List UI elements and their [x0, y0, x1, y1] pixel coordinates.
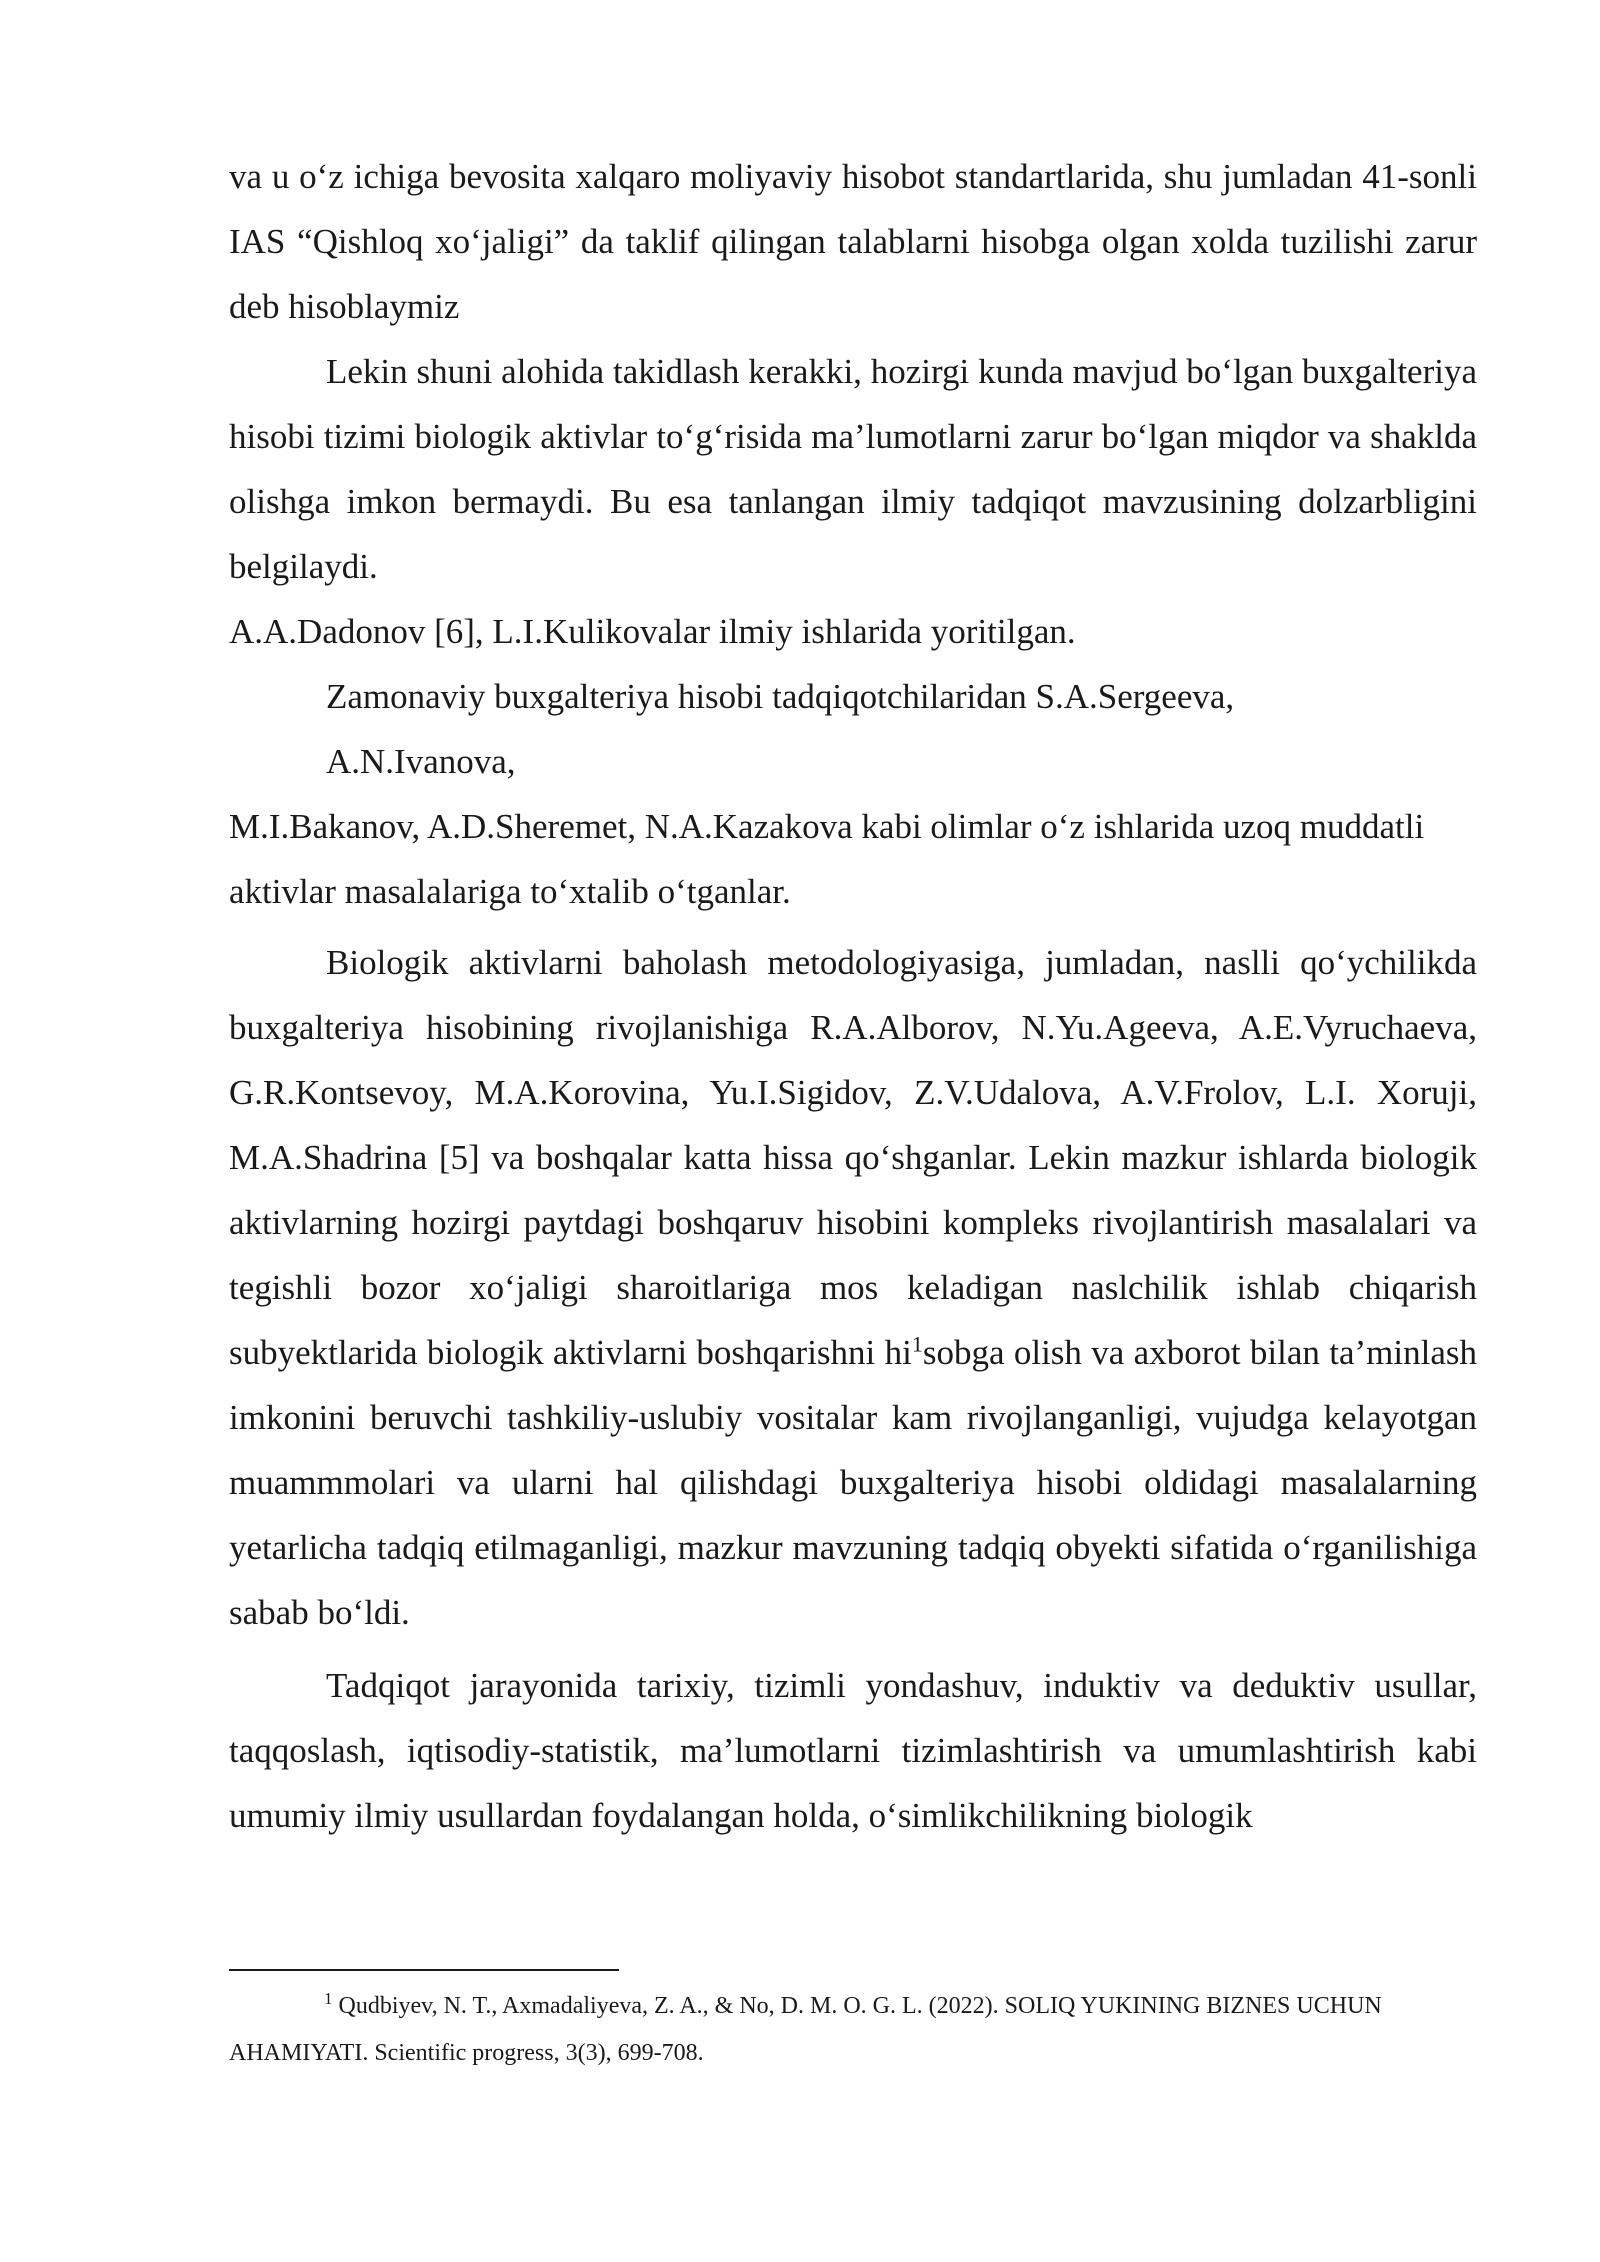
paragraph-methodology [229, 930, 1477, 1645]
footnote-marker: 1 [324, 1989, 333, 2008]
footnote-text: Qudbiyev, N. T., Axmadaliyeva, Z. A., & No, D. M. O. G. L. (2022). SOLIQ YUKINING BIZNES UCHUN AHAMIYATI. Scientific progress, 3(3), 699-708. [229, 1993, 1382, 2066]
paragraph-research-methods: Tadqiqot jarayonida tarixiy, tizimli yondashuv, induktiv va deduktiv usullar, taqqoslash, iqtisodiy-statistik, ma’lumotlarni tizimlashtirish va umumlashtirish kabi umumiy ilmiy usullardan foydalangan holda, o‘simlikchilikning biologik [229, 1666, 1477, 1835]
footnote-reference[interactable]: 1 [911, 1331, 923, 1357]
paragraph-long-term-assets: M.I.Bakanov, A.D.Sheremet, N.A.Kazakova kabi olimlar o‘z ishlarida uzoq muddatli aktivlar masalalariga to‘xtalib o‘tganlar. [229, 807, 1425, 911]
paragraph-modern-researchers: Zamonaviy buxgalteriya hisobi tadqiqotchilaridan S.A.Sergeeva, [326, 677, 1235, 716]
paragraph-intro-continuation: va u o‘z ichiga bevosita xalqaro moliyaviy hisobot standartlarida, shu jumladan 41-sonli IAS “Qishloq xo‘jaligi” da taklif qilingan talablarni hisobga olgan xolda tuzilishi zarur deb hisoblaymiz [229, 157, 1477, 326]
paragraph-dadonov: A.A.Dadonov [6], L.I.Kulikovalar ilmiy ishlarida yoritilgan. [229, 612, 1076, 651]
paragraph-ivanova: A.N.Ivanova, [326, 742, 516, 781]
paragraph-methodology-part1: Biologik aktivlarni baholash metodologiyasiga, jumladan, naslli qo‘ychilikda buxgalteriya hisobining rivojlanishiga R.A.Alborov, N.Yu.Ageeva, A.E.Vyruchaeva, G.R.Kontsevoy, M.A.Korovina, Yu.I.Sigidov, Z.V.Udalova, A.V.Frolov, L.I. Xoruji, M.A.Shadrina [5] va boshqalar katta hissa qo‘shganlar. Lekin mazkur ishlarda biologik aktivlarning hozirgi paytdagi boshqaruv hisobini kompleks rivojlantirish masalalari va tegishli bozor xo‘jaligi sharoitlariga mos keladigan naslchilik ishlab chiqarish subyektlarida biologik aktivlarni boshqarishni hi [229, 943, 1477, 1372]
paragraph-relevance: Lekin shuni alohida takidlash kerakki, hozirgi kunda mavjud bo‘lgan buxgalteriya hisobi tizimi biologik aktivlar to‘g‘risida ma’lumotlarni zarur bo‘lgan miqdor va shaklda olishga imkon bermaydi. Bu esa tanlangan ilmiy tadqiqot mavzusining dolzarbligini belgilaydi. [229, 352, 1477, 586]
footnote-separator [229, 1969, 619, 1971]
paragraph-methodology-part2: sobga olish va axborot bilan ta’minlash imkonini beruvchi tashkiliy-uslubiy vositalar kam rivojlanganligi, vujudga kelayotgan muammmolari va ularni hal qilishdagi buxgalteriya hisobi oldidagi masalalarning yetarlicha tadqiq etilmaganligi, mazkur mavzuning tadqiq obyekti sifatida o‘rganilishiga sabab bo‘ldi. [229, 1333, 1478, 1632]
document-body [229, 144, 1477, 1848]
footnote [229, 1983, 1477, 2077]
